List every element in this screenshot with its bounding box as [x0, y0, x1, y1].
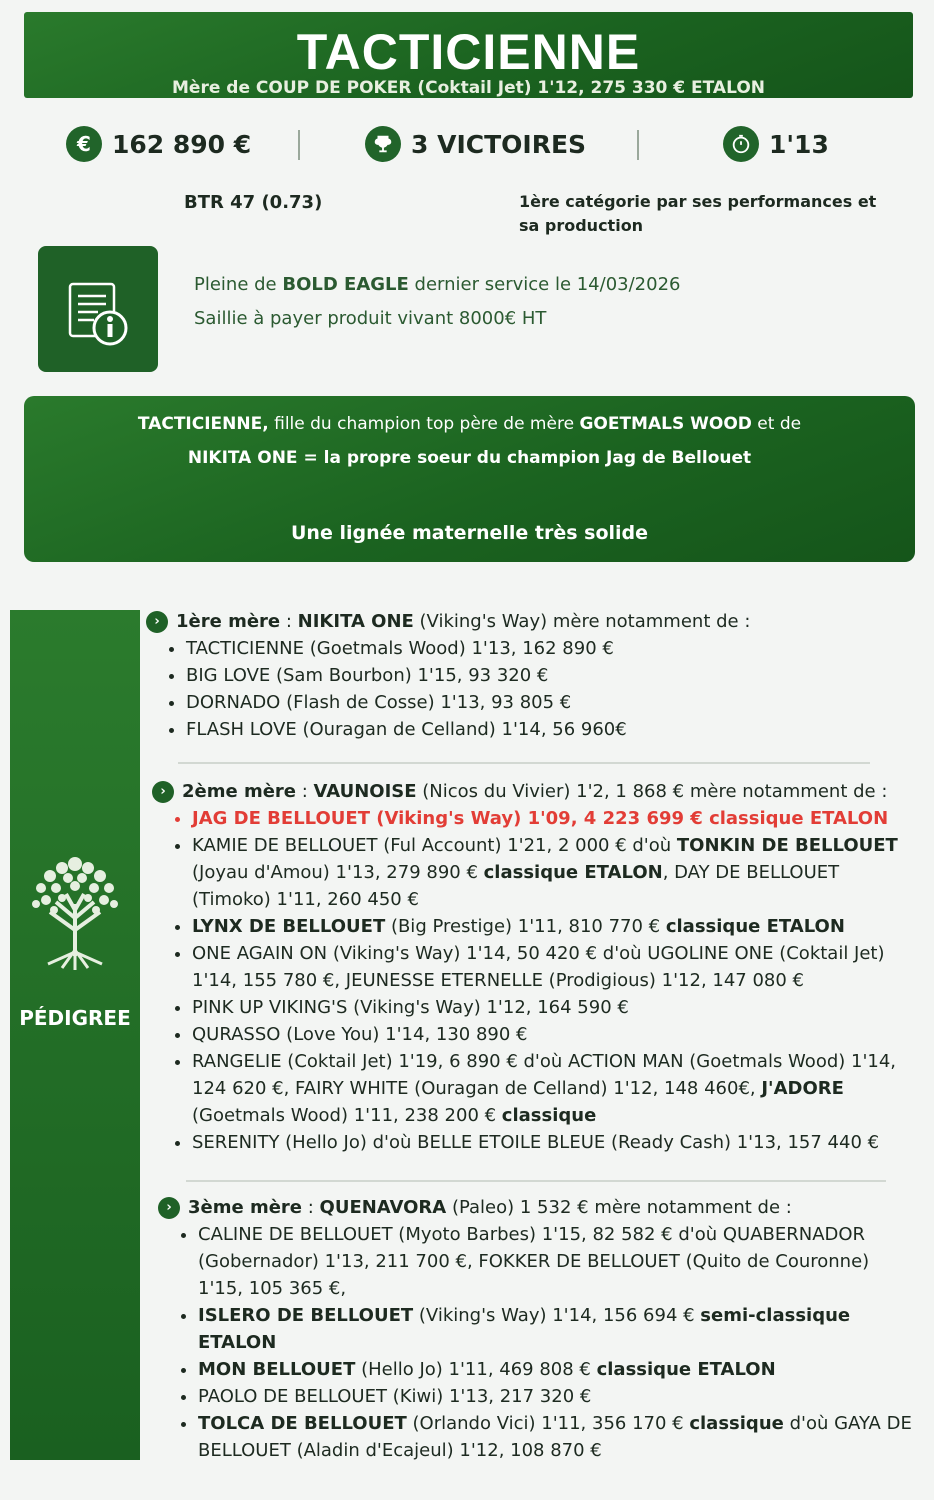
mere-name: QUENAVORA	[319, 1197, 447, 1218]
divider	[637, 130, 639, 160]
pleine-info	[194, 274, 680, 295]
pleine-stallion: BOLD EAGLE	[282, 274, 409, 295]
section-heading: › 1ère mère : NIKITA ONE (Viking's Way) mère notamment de :	[146, 608, 906, 635]
euro-icon: €	[66, 126, 102, 162]
offspring-list	[146, 635, 906, 743]
section-heading: › 2ème mère : VAUNOISE (Nicos du Vivier) 1'2, 1 868 € mère notamment de :	[152, 778, 912, 805]
list-item: • DORNADO (Flash de Cosse) 1'13, 93 805 €	[186, 689, 906, 716]
offspring-list	[158, 1221, 918, 1464]
pedigree-sidebar	[10, 610, 140, 1460]
list-item: • SERENITY (Hello Jo) d'où BELLE ETOILE BLEUE (Ready Cash) 1'13, 157 440 €	[192, 1129, 912, 1156]
document-info-icon	[38, 246, 158, 372]
banner-end: et de	[751, 414, 802, 434]
divider	[178, 762, 870, 764]
saillie-info: Saillie à payer produit vivant 8000€ HT	[194, 308, 547, 329]
mere-details: (Nicos du Vivier) 1'2, 1 868 € mère notamment de :	[416, 781, 888, 802]
category-note: 1ère catégorie par ses performances et sa production	[519, 192, 877, 235]
record-value: 1'13	[769, 129, 829, 159]
list-item: • LYNX DE BELLOUET (Big Prestige) 1'11, 810 770 € classique ETALON	[192, 913, 912, 940]
list-item: • CALINE DE BELLOUET (Myoto Barbes) 1'15, 82 582 € d'où QUABERNADOR (Gobernador) 1'13, 211 700 €, FOKKER DE BELLOUET (Quito de Couronne) 1'15, 105 365 €,	[198, 1221, 918, 1302]
mere-name: VAUNOISE	[313, 781, 417, 802]
list-item-highlight: • JAG DE BELLOUET (Viking's Way) 1'09, 4 223 699 € classique ETALON	[192, 805, 912, 832]
mere-details: (Viking's Way) mère notamment de :	[413, 611, 751, 632]
divider	[186, 1180, 886, 1182]
list-item: • BIG LOVE (Sam Bourbon) 1'15, 93 320 €	[186, 662, 906, 689]
page-subtitle: Mère de COUP DE POKER (Coktail Jet) 1'12, 275 330 € ETALON	[172, 78, 765, 98]
chevron-right-icon: ›	[146, 611, 168, 633]
mere-name: NIKITA ONE	[297, 611, 414, 632]
divider	[298, 130, 300, 160]
list-item: • QURASSO (Love You) 1'14, 130 890 €	[192, 1021, 912, 1048]
section-2eme-mere	[152, 778, 912, 1156]
gains-value: 162 890 €	[112, 129, 252, 159]
tree-icon	[26, 846, 124, 970]
chevron-right-icon: ›	[152, 781, 174, 803]
banner-line-2: NIKITA ONE = la propre soeur du champion Jag de Bellouet	[187, 448, 752, 468]
trophy-icon	[365, 126, 401, 162]
mere-details: (Paleo) 1 532 € mère notamment de :	[446, 1197, 792, 1218]
header-banner	[24, 12, 913, 98]
banner-mid: fille du champion top père de mère	[268, 414, 580, 434]
btr-rating: BTR 47 (0.73)	[184, 192, 323, 213]
list-item: • PAOLO DE BELLOUET (Kiwi) 1'13, 217 320 €	[198, 1383, 918, 1410]
lineage-banner	[24, 396, 915, 562]
banner-line-3: Une lignée maternelle très solide	[290, 522, 649, 544]
list-item: • MON BELLOUET (Hello Jo) 1'11, 469 808 € classique ETALON	[198, 1356, 918, 1383]
list-item: • FLASH LOVE (Ouragan de Celland) 1'14, 56 960€	[186, 716, 906, 743]
banner-sire: GOETMALS WOOD	[579, 414, 752, 434]
list-item: • PINK UP VIKING'S (Viking's Way) 1'12, 164 590 €	[192, 994, 912, 1021]
mere-rank: 3ème mère	[188, 1197, 303, 1218]
mere-rank: 1ère mère	[176, 611, 281, 632]
list-item: • TOLCA DE BELLOUET (Orlando Vici) 1'11, 356 170 € classique d'où GAYA DE BELLOUET (Aladin d'Ecajeul) 1'12, 108 870 €	[198, 1410, 918, 1464]
list-item: • KAMIE DE BELLOUET (Ful Account) 1'21, 2 000 € d'où TONKIN DE BELLOUET (Joyau d'Amou) 1'13, 279 890 € classique ETALON, DAY DE BELLOUET (Timoko) 1'11, 260 450 €	[192, 832, 912, 913]
section-heading: › 3ème mère : QUENAVORA (Paleo) 1 532 € mère notamment de :	[158, 1194, 918, 1221]
chevron-right-icon: ›	[158, 1197, 180, 1219]
victoires-value: 3 VICTOIRES	[411, 129, 587, 159]
offspring-list	[152, 805, 912, 1156]
page-title: TACTICIENNE	[296, 24, 641, 80]
section-3eme-mere	[158, 1194, 918, 1464]
pedigree-label: PÉDIGREE	[19, 1006, 131, 1030]
stat-record	[723, 126, 829, 162]
stopwatch-icon	[723, 126, 759, 162]
list-item: • ISLERO DE BELLOUET (Viking's Way) 1'14, 156 694 € semi-classique ETALON	[198, 1302, 918, 1356]
section-1ere-mere	[146, 608, 906, 743]
banner-name: TACTICIENNE,	[137, 414, 269, 434]
stats-row	[0, 120, 934, 180]
pleine-prefix: Pleine de	[194, 274, 283, 295]
list-item: • RANGELIE (Coktail Jet) 1'19, 6 890 € d'où ACTION MAN (Goetmals Wood) 1'14, 124 620 €, FAIRY WHITE (Ouragan de Celland) 1'12, 148 460€, J'ADORE (Goetmals Wood) 1'11, 238 200 € classique	[192, 1048, 912, 1129]
pleine-suffix: dernier service le 14/03/2026	[408, 274, 681, 295]
banner-line-1	[24, 414, 915, 434]
list-item: • ONE AGAIN ON (Viking's Way) 1'14, 50 420 € d'où UGOLINE ONE (Coktail Jet) 1'14, 155 780 €, JEUNESSE ETERNELLE (Prodigious) 1'12, 147 080 €	[192, 940, 912, 994]
stat-victoires	[365, 126, 586, 162]
stat-gains	[66, 126, 251, 162]
info-document-box	[38, 246, 158, 372]
mere-rank: 2ème mère	[182, 781, 297, 802]
list-item: • TACTICIENNE (Goetmals Wood) 1'13, 162 890 €	[186, 635, 906, 662]
